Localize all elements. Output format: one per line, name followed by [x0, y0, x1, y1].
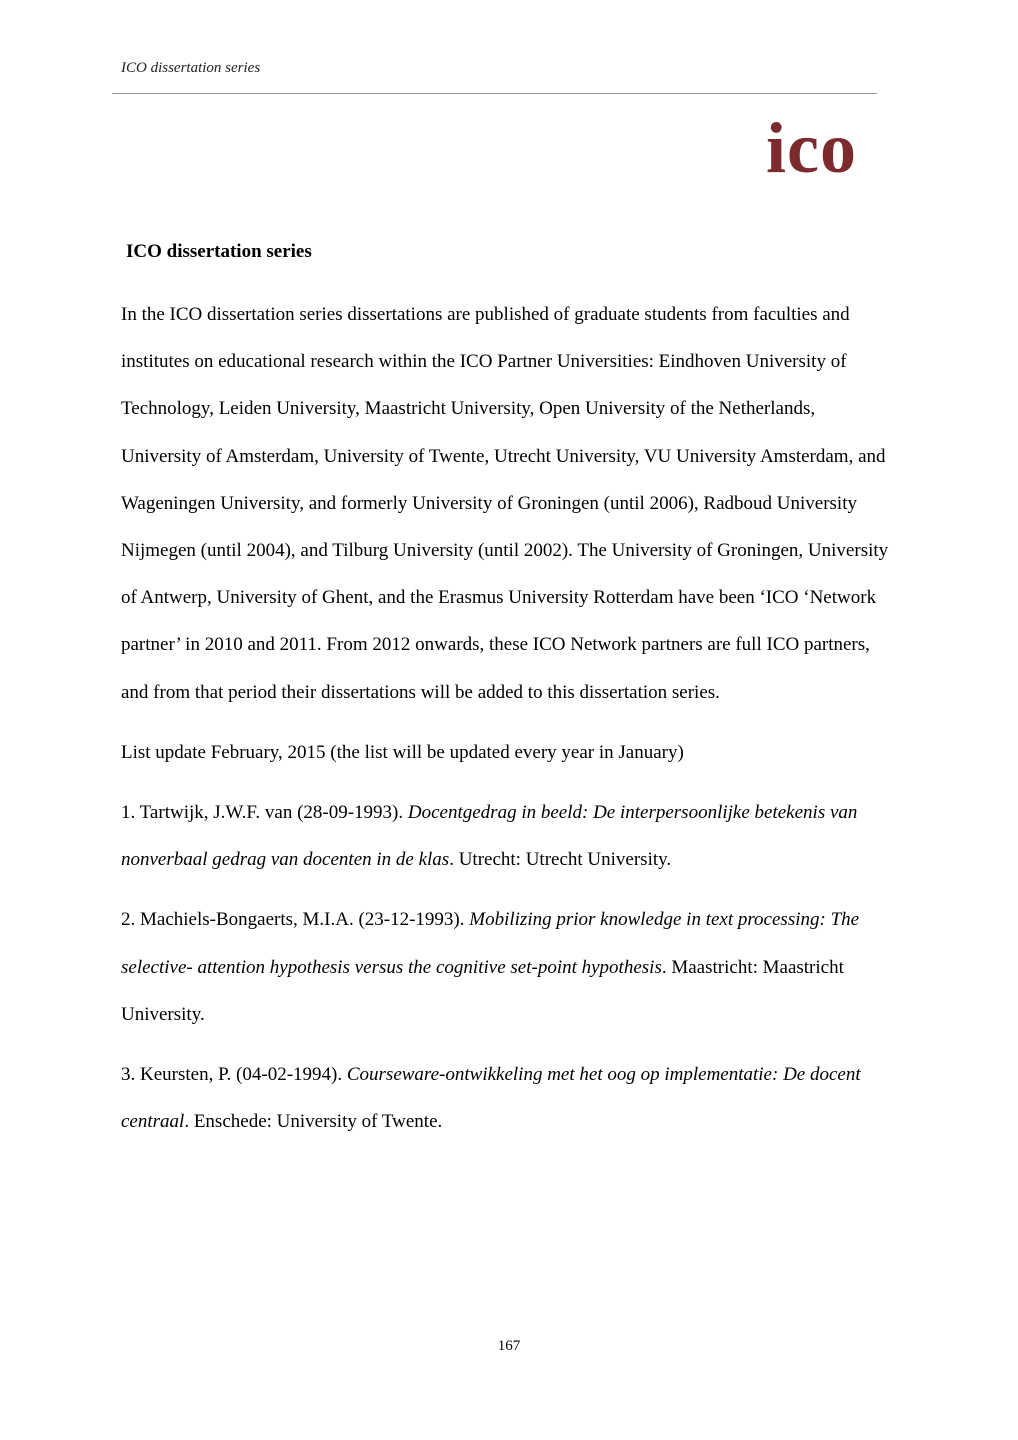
running-header: ICO dissertation series	[121, 60, 261, 76]
entry-author-date: 1. Tartwijk, J.W.F. van (28-09-1993).	[121, 802, 408, 824]
entry-author-date: 3. Keursten, P. (04-02-1994).	[121, 1064, 347, 1086]
list-update-note: List update February, 2015 (the list will be updated every year in January)	[121, 741, 684, 763]
main-content	[121, 291, 893, 1145]
entry-publisher: . Utrecht: Utrecht University.	[449, 849, 672, 871]
entry-publisher: . Enschede: University of Twente.	[184, 1111, 443, 1133]
page-number: 167	[497, 1338, 521, 1354]
entry-title: Docentgedrag in beeld: De interpersoonlijke betekenis van nonverbaal gedrag van docenten in de klas	[121, 802, 858, 871]
dissertation-entry	[121, 1051, 893, 1145]
dissertation-entry	[121, 789, 893, 883]
intro-paragraph: In the ICO dissertation series dissertations are published of graduate students from faculties and institutes on educational research within the ICO Partner Universities: Eindhoven University of Technology, Leiden University, Maastricht University, Open University of the Netherlands, University of Amsterdam, University of Twente, Utrecht University, VU University Amsterdam, and Wageningen University, and formerly University of Groningen (until 2006), Radboud University Nijmegen (until 2004), and Tilburg University (until 2002). The University of Groningen, University of Antwerp, University of Ghent, and the Erasmus University Rotterdam have been ‘ICO ‘Network partner’ in 2010 and 2011. From 2012 onwards, these ICO Network partners are full ICO partners, and from that period their dissertations will be added to this dissertation series.	[121, 304, 889, 703]
dissertation-entry	[121, 896, 893, 1038]
entry-publisher: . Maastricht: Maastricht University.	[121, 956, 844, 1025]
ico-logo: ico	[766, 108, 857, 188]
header-divider	[112, 93, 877, 94]
entry-title: Mobilizing prior knowledge in text processing: The selective- attention hypothesis versus the cognitive set-point hypothesis	[121, 909, 860, 978]
entry-title: Courseware-ontwikkeling met het oog op implementatie: De docent centraal	[121, 1064, 861, 1133]
entry-author-date: 2. Machiels-Bongaerts, M.I.A. (23-12-1993).	[121, 909, 470, 931]
section-title: ICO dissertation series	[126, 241, 312, 262]
